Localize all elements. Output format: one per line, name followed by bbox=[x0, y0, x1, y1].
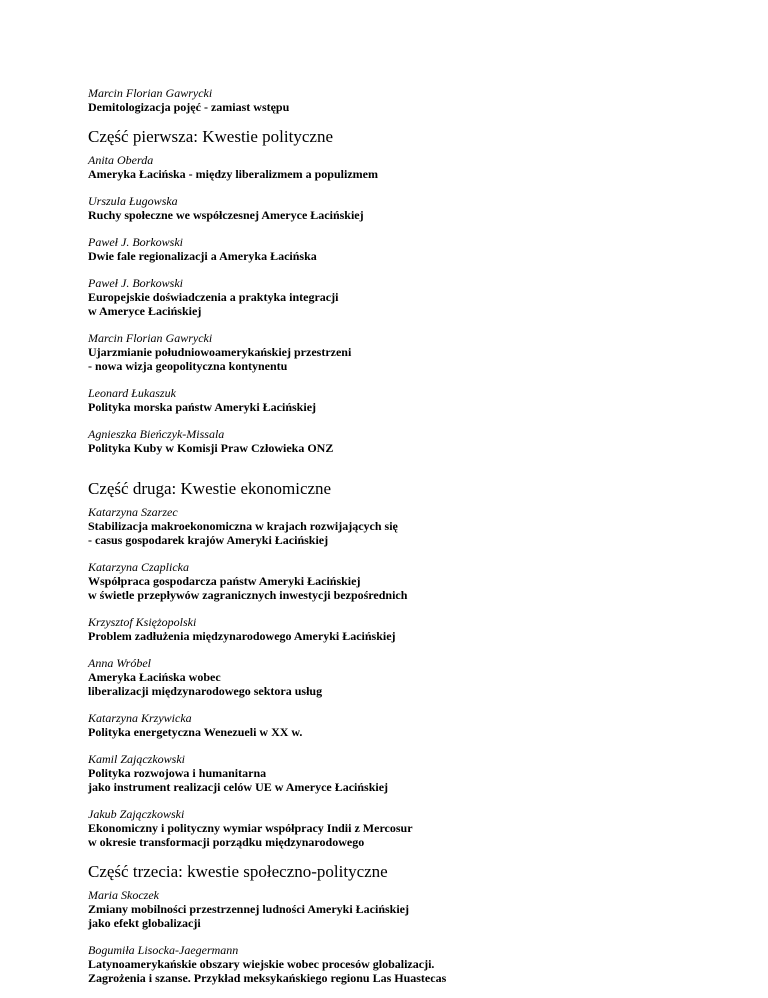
entry-author: Kamil Zajączkowski bbox=[88, 752, 186, 766]
toc-entry bbox=[88, 427, 728, 455]
toc-entry bbox=[88, 386, 728, 414]
entry-author: Anna Wróbel bbox=[88, 656, 151, 670]
entry-title: Europejskie doświadczenia a praktyka integracji bbox=[88, 290, 339, 304]
entry-title-continued: w Ameryce Łacińskiej bbox=[88, 304, 202, 318]
entry-title: Stabilizacja makroekonomiczna w krajach rozwijających się bbox=[88, 519, 398, 533]
toc-entry bbox=[88, 615, 728, 643]
toc-entry bbox=[88, 331, 728, 373]
section-heading-economic: Część druga: Kwestie ekonomiczne bbox=[88, 479, 332, 498]
toc-entry bbox=[88, 194, 728, 222]
entry-author: Katarzyna Krzywicka bbox=[88, 711, 192, 725]
entry-author: Urszula Ługowska bbox=[88, 194, 178, 208]
toc-entry bbox=[88, 807, 728, 849]
entry-title-continued: - casus gospodarek krajów Ameryki Łacińskiej bbox=[88, 533, 329, 547]
entry-title: Współpraca gospodarcza państw Ameryki Łacińskiej bbox=[88, 574, 361, 588]
toc-entry bbox=[88, 153, 728, 181]
entry-author: Jakub Zajączkowski bbox=[88, 807, 185, 821]
entry-title: Problem zadłużenia międzynarodowego Ameryki Łacińskiej bbox=[88, 629, 396, 643]
toc-entry bbox=[88, 888, 728, 930]
entry-title: Zmiany mobilności przestrzennej ludności Ameryki Łacińskiej bbox=[88, 902, 409, 916]
entry-author: Marcin Florian Gawrycki bbox=[88, 86, 213, 100]
entry-author: Agnieszka Bieńczyk-Missala bbox=[88, 427, 225, 441]
section-heading-political: Część pierwsza: Kwestie polityczne bbox=[88, 127, 333, 146]
entry-title-continued: jako efekt globalizacji bbox=[88, 916, 201, 930]
entry-author: Bogumiła Lisocka-Jaegermann bbox=[88, 943, 239, 957]
entry-title: Ujarzmianie południowoamerykańskiej przestrzeni bbox=[88, 345, 352, 359]
toc-entry bbox=[88, 235, 728, 263]
entry-title: Polityka energetyczna Wenezueli w XX w. bbox=[88, 725, 303, 739]
entry-title-continued: jako instrument realizacji celów UE w Ameryce Łacińskiej bbox=[88, 780, 389, 794]
entry-title-continued: - nowa wizja geopolityczna kontynentu bbox=[88, 359, 288, 373]
toc-entry bbox=[88, 752, 728, 794]
entry-author: Katarzyna Szarzec bbox=[88, 505, 178, 519]
entry-title: Demitologizacja pojęć - zamiast wstępu bbox=[88, 100, 290, 114]
entry-author: Katarzyna Czaplicka bbox=[88, 560, 189, 574]
entry-title: Polityka Kuby w Komisji Praw Człowieka ONZ bbox=[88, 441, 334, 455]
entry-title-continued: Zagrożenia i szanse. Przykład meksykańskiego regionu Las Huastecas bbox=[88, 971, 447, 985]
toc-entry bbox=[88, 711, 728, 739]
entry-title-continued: liberalizacji międzynarodowego sektora usług bbox=[88, 684, 323, 698]
entry-title: Polityka morska państw Ameryki Łacińskiej bbox=[88, 400, 317, 414]
entry-author: Leonard Łukaszuk bbox=[88, 386, 176, 400]
entry-author: Marcin Florian Gawrycki bbox=[88, 331, 213, 345]
entry-title: Ameryka Łacińska - między liberalizmem a populizmem bbox=[88, 167, 378, 181]
entry-title: Dwie fale regionalizacji a Ameryka Łacińska bbox=[88, 249, 317, 263]
entry-author: Paweł J. Borkowski bbox=[88, 235, 183, 249]
entry-author: Maria Skoczek bbox=[88, 888, 159, 902]
entry-title: Ruchy społeczne we współczesnej Ameryce Łacińskiej bbox=[88, 208, 364, 222]
entry-title-continued: w świetle przepływów zagranicznych inwestycji bezpośrednich bbox=[88, 588, 408, 602]
toc-entry bbox=[88, 560, 728, 602]
entry-title: Ameryka Łacińska wobec bbox=[88, 670, 221, 684]
entry-title: Polityka rozwojowa i humanitarna bbox=[88, 766, 267, 780]
section-heading-social-political: Część trzecia: kwestie społeczno-polityczne bbox=[88, 862, 388, 881]
entry-title: Ekonomiczny i polityczny wymiar współpracy Indii z Mercosur bbox=[88, 821, 413, 835]
toc-entry bbox=[88, 943, 728, 985]
toc-entry bbox=[88, 656, 728, 698]
toc-entry bbox=[88, 505, 728, 547]
intro-entry bbox=[88, 86, 728, 114]
table-of-contents bbox=[88, 86, 728, 998]
entry-title-continued: w okresie transformacji porządku międzynarodowego bbox=[88, 835, 365, 849]
entry-author: Anita Oberda bbox=[88, 153, 154, 167]
entry-author: Paweł J. Borkowski bbox=[88, 276, 183, 290]
entry-title: Latynoamerykańskie obszary wiejskie wobec procesów globalizacji. bbox=[88, 957, 435, 971]
entry-author: Krzysztof Księżopolski bbox=[88, 615, 197, 629]
toc-entry bbox=[88, 276, 728, 318]
